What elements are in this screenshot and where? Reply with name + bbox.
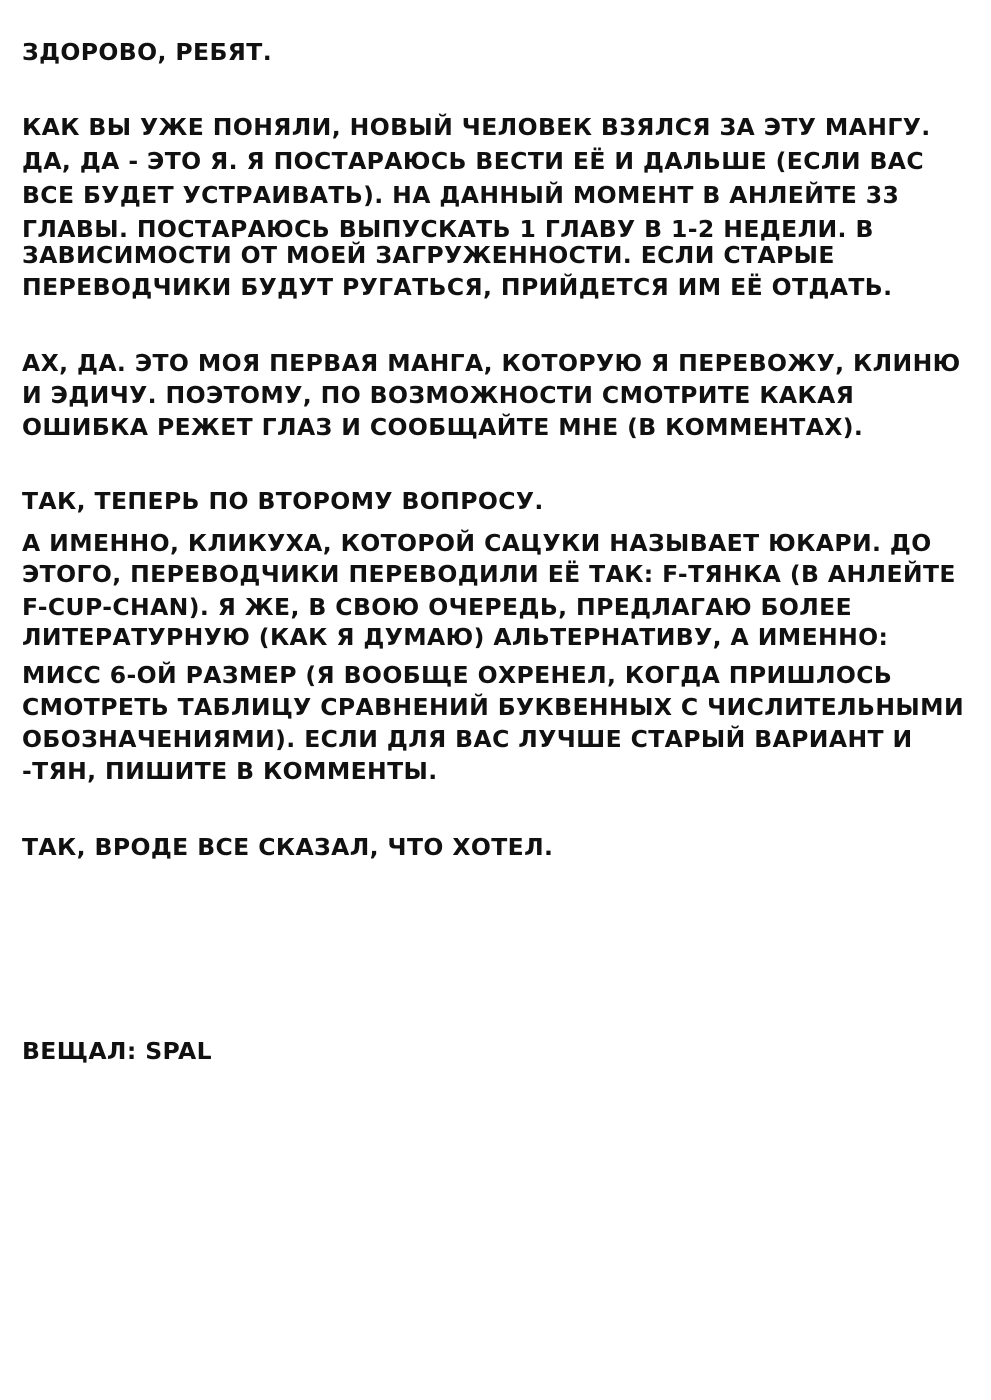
paragraph-1-line-4: ГЛАВЫ. ПОСТАРАЮСЬ ВЫПУСКАТЬ 1 ГЛАВУ В 1-2 НЕДЕЛИ. В (22, 215, 874, 243)
paragraph-3-line-5: ЛИТЕРАТУРНУЮ (КАК Я ДУМАЮ) АЛЬТЕРНАТИВУ, А ИМЕННО: (22, 623, 889, 651)
signature-line: ВЕЩАЛ: SPAL (22, 1037, 212, 1065)
paragraph-3-line-3: ЭТОГО, ПЕРЕВОДЧИКИ ПЕРЕВОДИЛИ ЕЁ ТАК: F-ТЯНКА (В АНЛЕЙТЕ (22, 560, 956, 588)
paragraph-3-line-1: ТАК, ТЕПЕРЬ ПО ВТОРОМУ ВОПРОСУ. (22, 487, 544, 515)
paragraph-2-line-2: И ЭДИЧУ. ПОЭТОМУ, ПО ВОЗМОЖНОСТИ СМОТРИТЕ КАКАЯ (22, 381, 855, 409)
paragraph-2-line-3: ОШИБКА РЕЖЕТ ГЛАЗ И СООБЩАЙТЕ МНЕ (В КОММЕНТАХ). (22, 413, 864, 441)
paragraph-3-line-2: А ИМЕННО, КЛИКУХА, КОТОРОЙ САЦУКИ НАЗЫВАЕТ ЮКАРИ. ДО (22, 529, 932, 557)
paragraph-1-line-5: ЗАВИСИМОСТИ ОТ МОЕЙ ЗАГРУЖЕННОСТИ. ЕСЛИ СТАРЫЕ (22, 241, 835, 269)
paragraph-3-line-8: ОБОЗНАЧЕНИЯМИ). ЕСЛИ ДЛЯ ВАС ЛУЧШЕ СТАРЫЙ ВАРИАНТ И (22, 725, 913, 753)
paragraph-3-line-6: МИСС 6-ОЙ РАЗМЕР (Я ВООБЩЕ ОХРЕНЕЛ, КОГДА ПРИШЛОСЬ (22, 661, 893, 689)
paragraph-1-line-2: ДА, ДА - ЭТО Я. Я ПОСТАРАЮСЬ ВЕСТИ ЕЁ И ДАЛЬШЕ (ЕСЛИ ВАС (22, 147, 925, 175)
paragraph-1-line-1: КАК ВЫ УЖЕ ПОНЯЛИ, НОВЫЙ ЧЕЛОВЕК ВЗЯЛСЯ ЗА ЭТУ МАНГУ. (22, 113, 931, 141)
paragraph-3-line-9: -ТЯН, ПИШИТЕ В КОММЕНТЫ. (22, 757, 438, 785)
paragraph-1-line-6: ПЕРЕВОДЧИКИ БУДУТ РУГАТЬСЯ, ПРИЙДЕТСЯ ИМ ЕЁ ОТДАТЬ. (22, 273, 893, 301)
paragraph-2-line-1: АХ, ДА. ЭТО МОЯ ПЕРВАЯ МАНГА, КОТОРУЮ Я ПЕРЕВОЖУ, КЛИНЮ (22, 349, 961, 377)
closing-line: ТАК, ВРОДЕ ВСЕ СКАЗАЛ, ЧТО ХОТЕЛ. (22, 833, 554, 861)
paragraph-3-line-7: СМОТРЕТЬ ТАБЛИЦУ СРАВНЕНИЙ БУКВЕННЫХ С ЧИСЛИТЕЛЬНЫМИ (22, 693, 965, 721)
paragraph-3-line-4: F-CUP-CHAN). Я ЖЕ, В СВОЮ ОЧЕРЕДЬ, ПРЕДЛАГАЮ БОЛЕЕ (22, 593, 853, 621)
paragraph-1-line-3: ВСЕ БУДЕТ УСТРАИВАТЬ). НА ДАННЫЙ МОМЕНТ В АНЛЕЙТЕ 33 (22, 181, 900, 209)
greeting-line: ЗДОРОВО, РЕБЯТ. (22, 38, 273, 66)
